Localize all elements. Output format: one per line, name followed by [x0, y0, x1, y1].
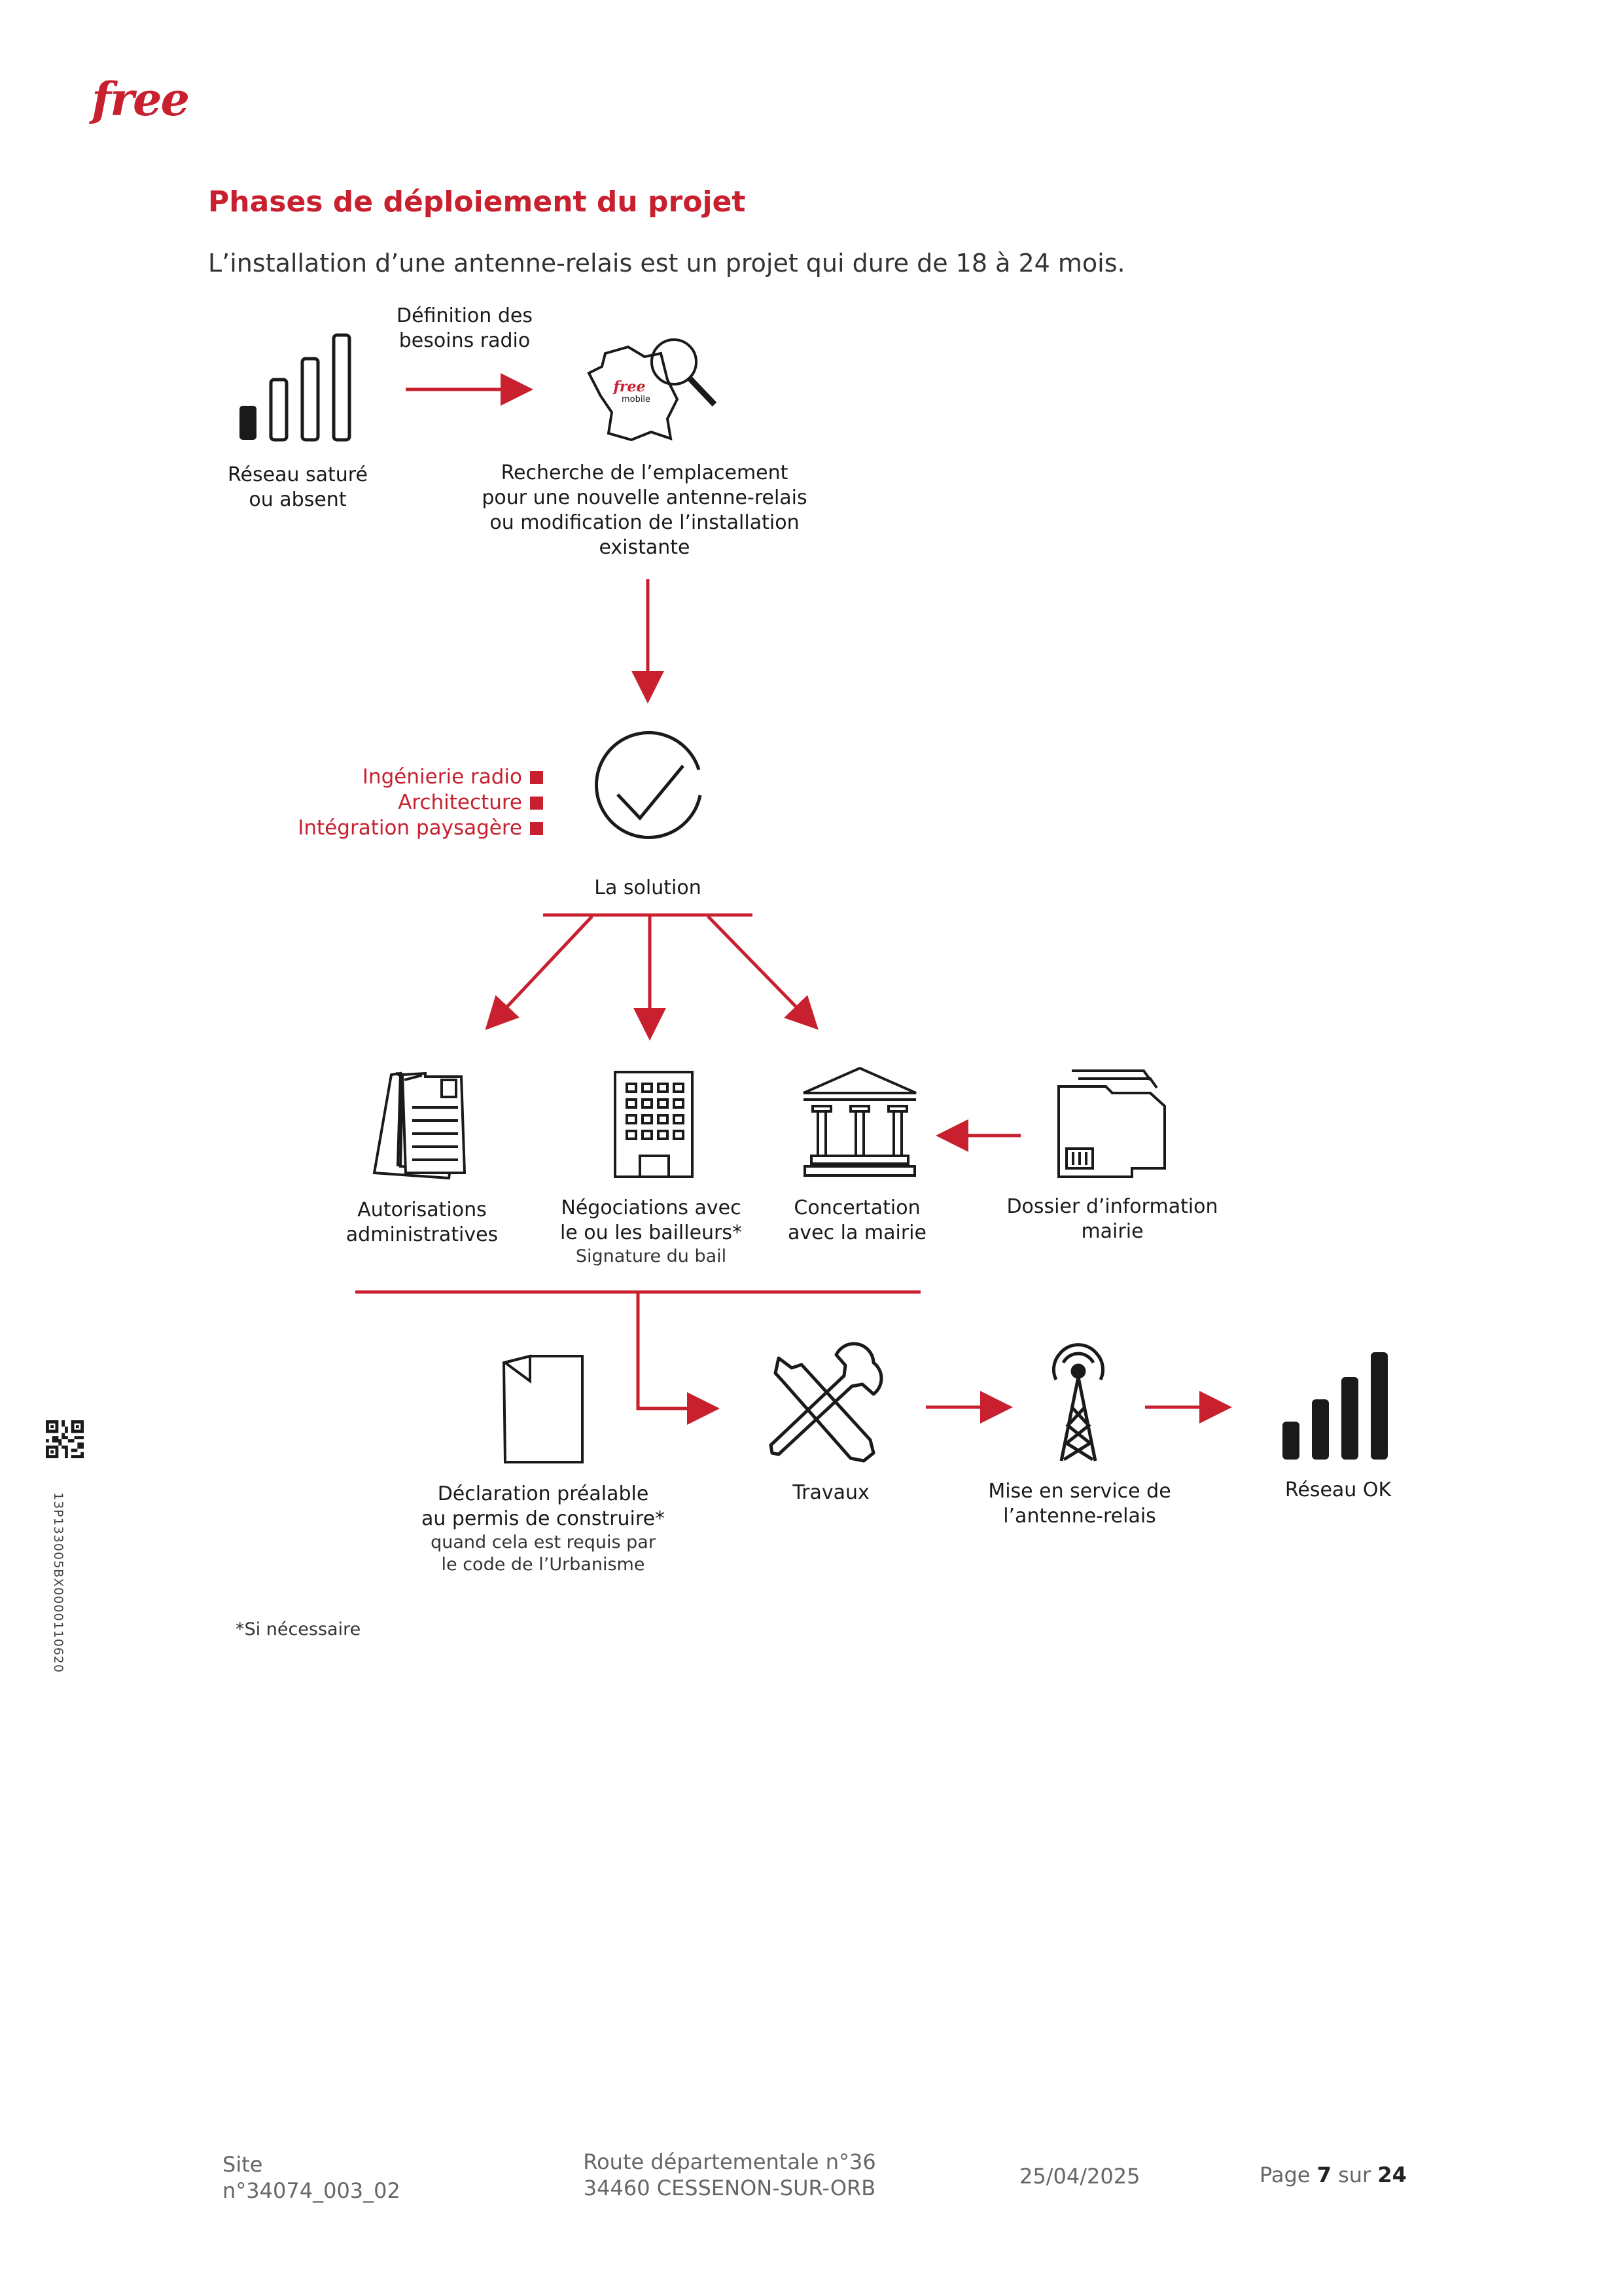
blank-document-icon — [504, 1356, 582, 1462]
arrow-to-authorisations — [499, 916, 592, 1016]
side-code: 13P133005BX0000110620 — [51, 1492, 65, 1674]
label-mise-en-service: Mise en service de l’antenne-relais — [988, 1480, 1171, 1528]
footer-date: 25/04/2025 — [1019, 2164, 1140, 2189]
map-icon-brand: free — [613, 378, 646, 395]
label-search-location: Recherche de l’emplacement pour une nouvelle antenne-relais ou modification de l’installation existante — [482, 461, 807, 559]
label-network-poor: Réseau saturé ou absent — [228, 463, 368, 511]
free-logo: free — [92, 72, 189, 126]
signal-weak-icon — [239, 335, 349, 440]
documents-icon — [374, 1073, 465, 1178]
solution-input-architecture: Architecture — [275, 790, 543, 816]
label-declaration: Déclaration préalable au permis de construire* quand cela est requis par le code de l’Urbanisme — [421, 1482, 665, 1575]
label-negotiations: Négociations avec le ou les bailleurs* Signature du bail — [559, 1196, 743, 1266]
footer-page-number: Page 7 sur 24 — [1260, 2162, 1407, 2187]
map-search-icon — [589, 340, 715, 440]
antenna-tower-icon — [1053, 1345, 1103, 1461]
qr-code — [46, 1420, 84, 1458]
town-hall-icon — [803, 1068, 916, 1175]
label-radio-needs: Définition des besoins radio — [397, 304, 533, 352]
label-authorisations: Autorisations administratives — [345, 1198, 499, 1246]
footer-site: Site n°34074_003_02 — [222, 2152, 400, 2203]
intro-text: L’installation d’une antenne-relais est un projet qui dure de 18 à 24 mois. — [208, 249, 1125, 278]
folder-icon — [1059, 1071, 1165, 1177]
solution-input-radio: Ingénierie radio — [275, 764, 543, 790]
solution-input-landscape: Intégration paysagère — [275, 816, 543, 841]
map-icon-brand-sub: mobile — [621, 395, 651, 404]
page-title: Phases de déploiement du projet — [208, 185, 746, 219]
signal-strong-icon — [1282, 1352, 1388, 1460]
tools-icon — [771, 1344, 881, 1461]
label-concertation: Concertation avec la mairie — [788, 1196, 927, 1244]
solution-inputs-list — [275, 764, 543, 841]
arrow-to-travaux — [638, 1293, 700, 1408]
label-network-ok: Réseau OK — [1284, 1479, 1392, 1501]
label-dossier: Dossier d’information mairie — [1006, 1195, 1218, 1243]
footnote: *Si nécessaire — [236, 1619, 361, 1640]
checkmark-circle-icon — [597, 732, 700, 837]
footer-address: Route départementale n°36 34460 CESSENON-SUR-ORB — [583, 2149, 876, 2200]
arrow-to-concertation — [708, 916, 805, 1016]
label-solution: La solution — [594, 876, 701, 899]
building-icon — [615, 1072, 692, 1177]
label-travaux: Travaux — [792, 1481, 870, 1504]
